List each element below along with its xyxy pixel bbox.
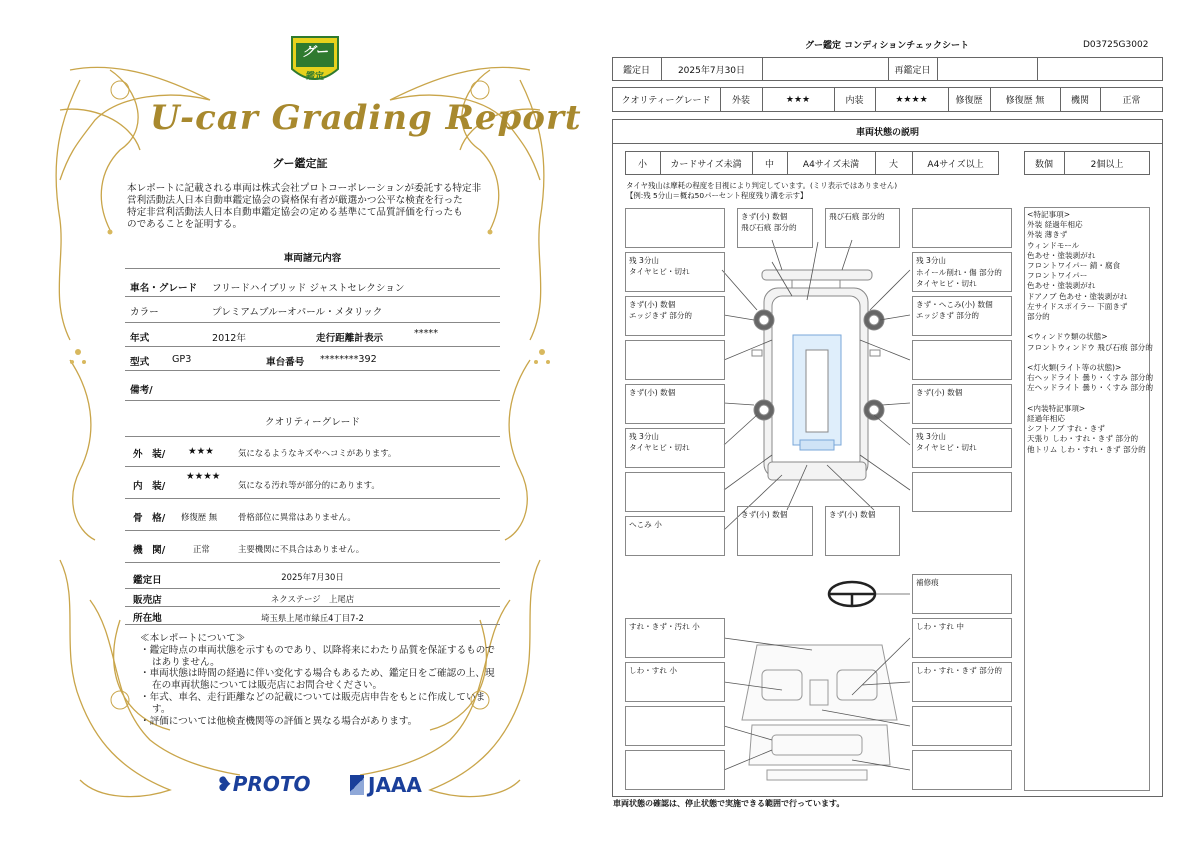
remarks-list (1027, 210, 1153, 455)
remarks-line: 左サイドスポイラー 下面きず (1027, 301, 1128, 311)
remarks-line: ウィンドモール (1027, 240, 1080, 250)
repair-value: 修復歴 無 (1005, 96, 1045, 106)
engine-label: 機 関/ (133, 545, 166, 556)
note-box (625, 472, 725, 512)
chassis-label: 車台番号 (266, 357, 305, 368)
repair-label: 修復歴 (955, 96, 983, 106)
remarks-line: 色あせ・塗装剥がれ (1027, 250, 1096, 260)
remarks-line: 外装 経過年相応 (1027, 220, 1083, 230)
remarks-line: 部分的 (1027, 312, 1050, 322)
shop-value: ネクステージ 上尾店 (270, 594, 355, 604)
exterior-label: 外 装/ (133, 449, 166, 460)
engine-value: 正常 (1122, 96, 1141, 106)
note-box-front-right: 飛び石痕 部分的 (825, 208, 900, 248)
remarks-line: ドアノブ 色あせ・塗装剥がれ (1027, 291, 1128, 301)
remarks-line: フロントワイパー (1027, 271, 1088, 281)
remarks-line: 右ヘッドライト 曇り・くすみ 部分的 (1027, 373, 1154, 383)
remarks-line: 経過年相応 (1027, 414, 1065, 424)
engine-value: 正常 (193, 544, 210, 554)
proto-logo: ❥PROTO (216, 772, 311, 796)
exterior-text: 気になるようなキズやヘコミがあります。 (238, 448, 397, 458)
badge-line2: 鑑定 (305, 72, 324, 82)
cert-text-line: 営利活動法人日本自動車鑑定協会の資格保有者が厳選かつ公平な検査を行った (127, 195, 463, 206)
ext-label: 外装 (731, 96, 750, 106)
int-stars: ★★★★ (895, 94, 928, 105)
size-small-desc: カードサイズ未満 (670, 159, 742, 170)
remarks-line: <ウィンドウ類の状態> (1027, 332, 1108, 342)
name-value: フリードハイブリッド ジャストセレクション (212, 283, 405, 294)
remarks-line: <特記事項> (1027, 210, 1071, 219)
remarks-line: 天張り しわ・すれ・きず 部分的 (1027, 434, 1139, 444)
remarks-line: 左ヘッドライト 曇り・くすみ 部分的 (1027, 383, 1154, 393)
sheet-title: グー鑑定 コンディションチェックシート (805, 41, 969, 51)
note-item: ・年式、車名、走行距離などの記載については販売店申告をもとに作成しています。 (140, 691, 486, 715)
cert-text-line: のであることを証明する。 (127, 219, 243, 230)
frame-value: 修復歴 無 (181, 512, 218, 522)
year-value: 2012年 (212, 333, 247, 344)
shop-label: 販売店 (133, 595, 162, 606)
section-title: 車両状態の説明 (855, 127, 919, 138)
jaaa-logo: JAAA (350, 773, 422, 797)
note-box-r2: 残 3分山 ホイール削れ・傷 部分的 タイヤヒビ・切れ (912, 252, 1012, 292)
tire-note-2: 【例:残 5分山＝概ね50パーセント程度残り溝を示す】 (626, 191, 808, 200)
note-box (912, 340, 1012, 380)
tire-note-1: タイヤ残山は摩耗の程度を目視により判定しています。(ミリ表示ではありません) (626, 181, 898, 190)
remarks-label: 備考/ (130, 385, 153, 396)
addr-value: 埼玉県上尾市緑丘4丁目7-2 (261, 613, 364, 623)
note-box (912, 208, 1012, 248)
remarks-line: 他トリム しわ・すれ・きず 部分的 (1027, 444, 1146, 454)
count-value: 2個以上 (1090, 159, 1124, 170)
cert-title: グー鑑定証 (272, 157, 328, 170)
qg-label: クオリティーグレード (621, 96, 711, 106)
date-value: 2025年7月30日 (677, 65, 746, 76)
ext-stars: ★★★ (785, 94, 811, 105)
notes (140, 633, 500, 727)
note-box-ir2: しわ・すれ・きず 部分的 (912, 662, 1012, 702)
name-label: 車名・グレード (130, 283, 198, 294)
interior-text: 気になる汚れ等が部分的にあります。 (238, 480, 380, 490)
note-item: ・車両状態は時間の経過に伴い変化する場合もあるため、鑑定日をご確認の上、現在の車両状態については販売店にお問合せください。 (140, 668, 495, 692)
odo-value: ***** (414, 328, 438, 339)
interior-label: 内 装/ (133, 481, 166, 492)
note-box-front-left: きず(小) 数個 飛び石痕 部分的 (737, 208, 813, 248)
chassis-value: ********392 (320, 354, 377, 365)
engine-text: 主要機関に不具合はありません。 (238, 544, 365, 554)
note-box-l2: 残 3分山 タイヤヒビ・切れ (625, 252, 725, 292)
note-box-l6: 残 3分山 タイヤヒビ・切れ (625, 428, 725, 468)
size-large: 大 (888, 159, 898, 170)
note-box-r3: きず・へこみ(小) 数個 エッジきず 部分的 (912, 296, 1012, 336)
color-label: カラー (130, 307, 159, 318)
cert-text (127, 183, 497, 231)
remarks-line: シフトノブ すれ・きず (1027, 424, 1105, 434)
cert-text-line: 本レポートに記載される車両は株式会社プロトコーポレーションが委託する特定非 (127, 183, 482, 194)
note-item: ・鑑定時点の車両状態を示すものであり、以降将来にわたり品質を保証するものではありません。 (140, 644, 495, 668)
size-small: 小 (637, 159, 647, 170)
remarks-line: 外装 薄きず (1027, 230, 1068, 240)
engine-label: 機関 (1070, 96, 1089, 106)
int-label: 内装 (845, 96, 864, 106)
addr-label: 所在地 (133, 613, 162, 624)
badge-line1: グー (301, 45, 328, 60)
note-box-steering: 補修痕 (912, 574, 1012, 614)
note-item: ・評価については他検査機関等の評価と異なる場合があります。 (140, 715, 418, 727)
note-box-r5: きず(小) 数個 (912, 384, 1012, 424)
odo-label: 走行距離計表示 (316, 333, 384, 344)
remarks-line (1027, 322, 1153, 332)
remarks-line (1027, 394, 1153, 404)
goo-kantei-badge (288, 33, 342, 91)
note-box-rear-right: きず(小) 数個 (825, 506, 900, 556)
note-box (625, 750, 725, 790)
note-box (912, 472, 1012, 512)
remarks-line (1027, 353, 1153, 363)
note-box-il2: しわ・すれ 小 (625, 662, 725, 702)
spec-title: 車両諸元内容 (283, 253, 342, 264)
note-box-il1: すれ・きず・汚れ 小 (625, 618, 725, 658)
frame-label: 骨 格/ (133, 513, 166, 524)
note-box-l8: へこみ 小 (625, 516, 725, 556)
remarks-line: フロントワイパー 錆・腐食 (1027, 261, 1121, 271)
remarks-line: 色あせ・塗装剥がれ (1027, 281, 1096, 291)
script-title: U-car Grading Report (150, 98, 582, 138)
frame-text: 骨格部位に異常はありません。 (238, 512, 356, 522)
date-label: 鑑定日 (133, 575, 162, 586)
note-box-r6: 残 3分山 タイヤヒビ・切れ (912, 428, 1012, 468)
count-label: 数個 (1034, 159, 1053, 170)
quality-title: クオリティーグレード (265, 417, 360, 428)
size-mid: 中 (764, 159, 774, 170)
note-box-rear-left: きず(小) 数個 (737, 506, 813, 556)
remarks-line: <灯火類(ライト等の状態)> (1027, 363, 1122, 373)
sheet-code: D03725G3002 (1083, 40, 1149, 50)
model-value: GP3 (172, 354, 192, 365)
cert-text-line: 特定非営利活動法人日本自動車鑑定協会の定める基準にて品質評価を行ったも (127, 207, 463, 218)
note-box (625, 208, 725, 248)
interior-stars: ★★★★ (186, 471, 221, 482)
note-box-l3: きず(小) 数個 エッジきず 部分的 (625, 296, 725, 336)
model-label: 型式 (130, 357, 150, 368)
note-box (912, 750, 1012, 790)
year-label: 年式 (130, 333, 150, 344)
notes-title: ≪本レポートについて≫ (140, 633, 246, 644)
color-value: プレミアムブルーオパール・メタリック (212, 307, 383, 318)
remarks-line: <内装特記事項> (1027, 403, 1086, 413)
sheet-footer: 車両状態の確認は、停止状態で実施できる範囲で行っています。 (613, 799, 845, 808)
re-date-label: 再鑑定日 (894, 65, 931, 76)
note-box (912, 706, 1012, 746)
remarks-line: フロントウィンドウ 飛び石痕 部分的 (1027, 342, 1153, 352)
exterior-stars: ★★★ (188, 446, 214, 457)
note-box (625, 340, 725, 380)
jaaa-icon (350, 775, 364, 795)
note-box-l5: きず(小) 数個 (625, 384, 725, 424)
date-value: 2025年7月30日 (281, 572, 344, 582)
date-label: 鑑定日 (622, 65, 650, 76)
note-box (625, 706, 725, 746)
size-mid-desc: A4サイズ未満 (802, 159, 860, 170)
note-box-ir1: しわ・すれ 中 (912, 618, 1012, 658)
size-large-desc: A4サイズ以上 (927, 159, 984, 170)
